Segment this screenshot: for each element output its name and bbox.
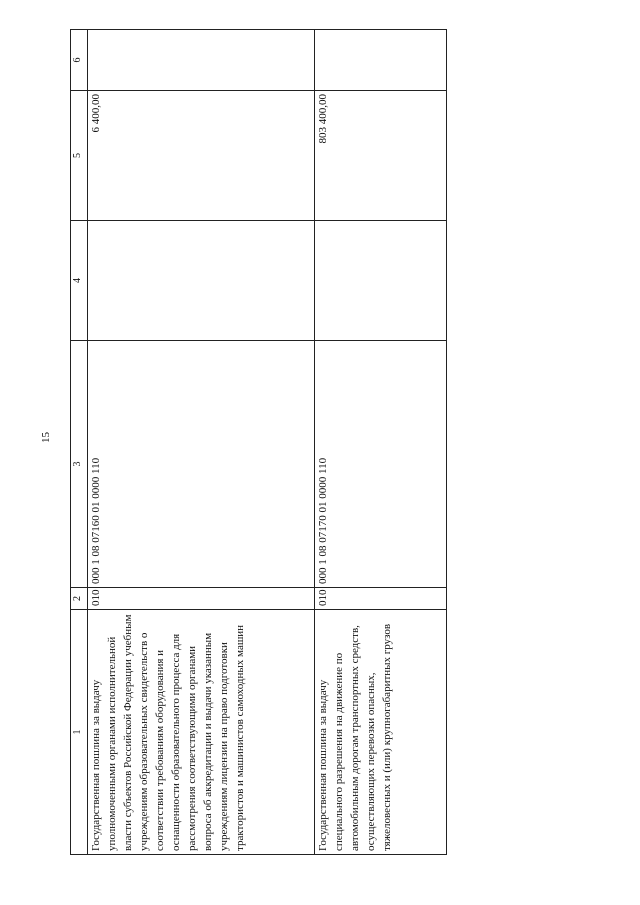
empty-cell xyxy=(315,30,447,91)
line-code-cell: 010 xyxy=(88,588,315,610)
revenue-table xyxy=(70,29,447,855)
column-number: 2 xyxy=(71,588,88,610)
empty-cell xyxy=(88,221,315,341)
column-number: 1 xyxy=(71,610,88,855)
column-number: 4 xyxy=(71,221,88,341)
description-cell: Государственная пошлина за выдачу специального разрешения на движение по автомобильным дорогам транспортных средств, осуществляющих перевозки опасных, тяжеловесных и (или) крупногабаритных грузов xyxy=(315,610,447,855)
budget-code-cell: 000 1 08 07160 01 0000 110 xyxy=(88,341,315,588)
table-row xyxy=(315,30,447,855)
line-code-cell: 010 xyxy=(315,588,447,610)
amount-cell: 803 400,00 xyxy=(315,91,447,221)
column-number: 3 xyxy=(71,341,88,588)
column-number-row xyxy=(71,30,88,855)
page-number: 15 xyxy=(40,432,52,443)
table-row xyxy=(88,30,315,855)
description-cell: Государственная пошлина за выдачу уполномоченными органами исполнительной власти субъектов Российской Федерации учебным учреждениям образовательных свидетельств о соответствии требованиям оборудования и оснащенности образовательного процесса для рассмотрения соответствующими органами вопроса об аккредитации и выдачи указанным учреждениям лицензии на право подготовки трактористов и машинистов самоходных машин xyxy=(88,610,315,855)
column-number: 6 xyxy=(71,30,88,91)
amount-cell: 6 400,00 xyxy=(88,91,315,221)
empty-cell xyxy=(315,221,447,341)
column-number: 5 xyxy=(71,91,88,221)
empty-cell xyxy=(88,30,315,91)
budget-code-cell: 000 1 08 07170 01 0000 110 xyxy=(315,341,447,588)
revenue-table-frame xyxy=(70,30,447,855)
